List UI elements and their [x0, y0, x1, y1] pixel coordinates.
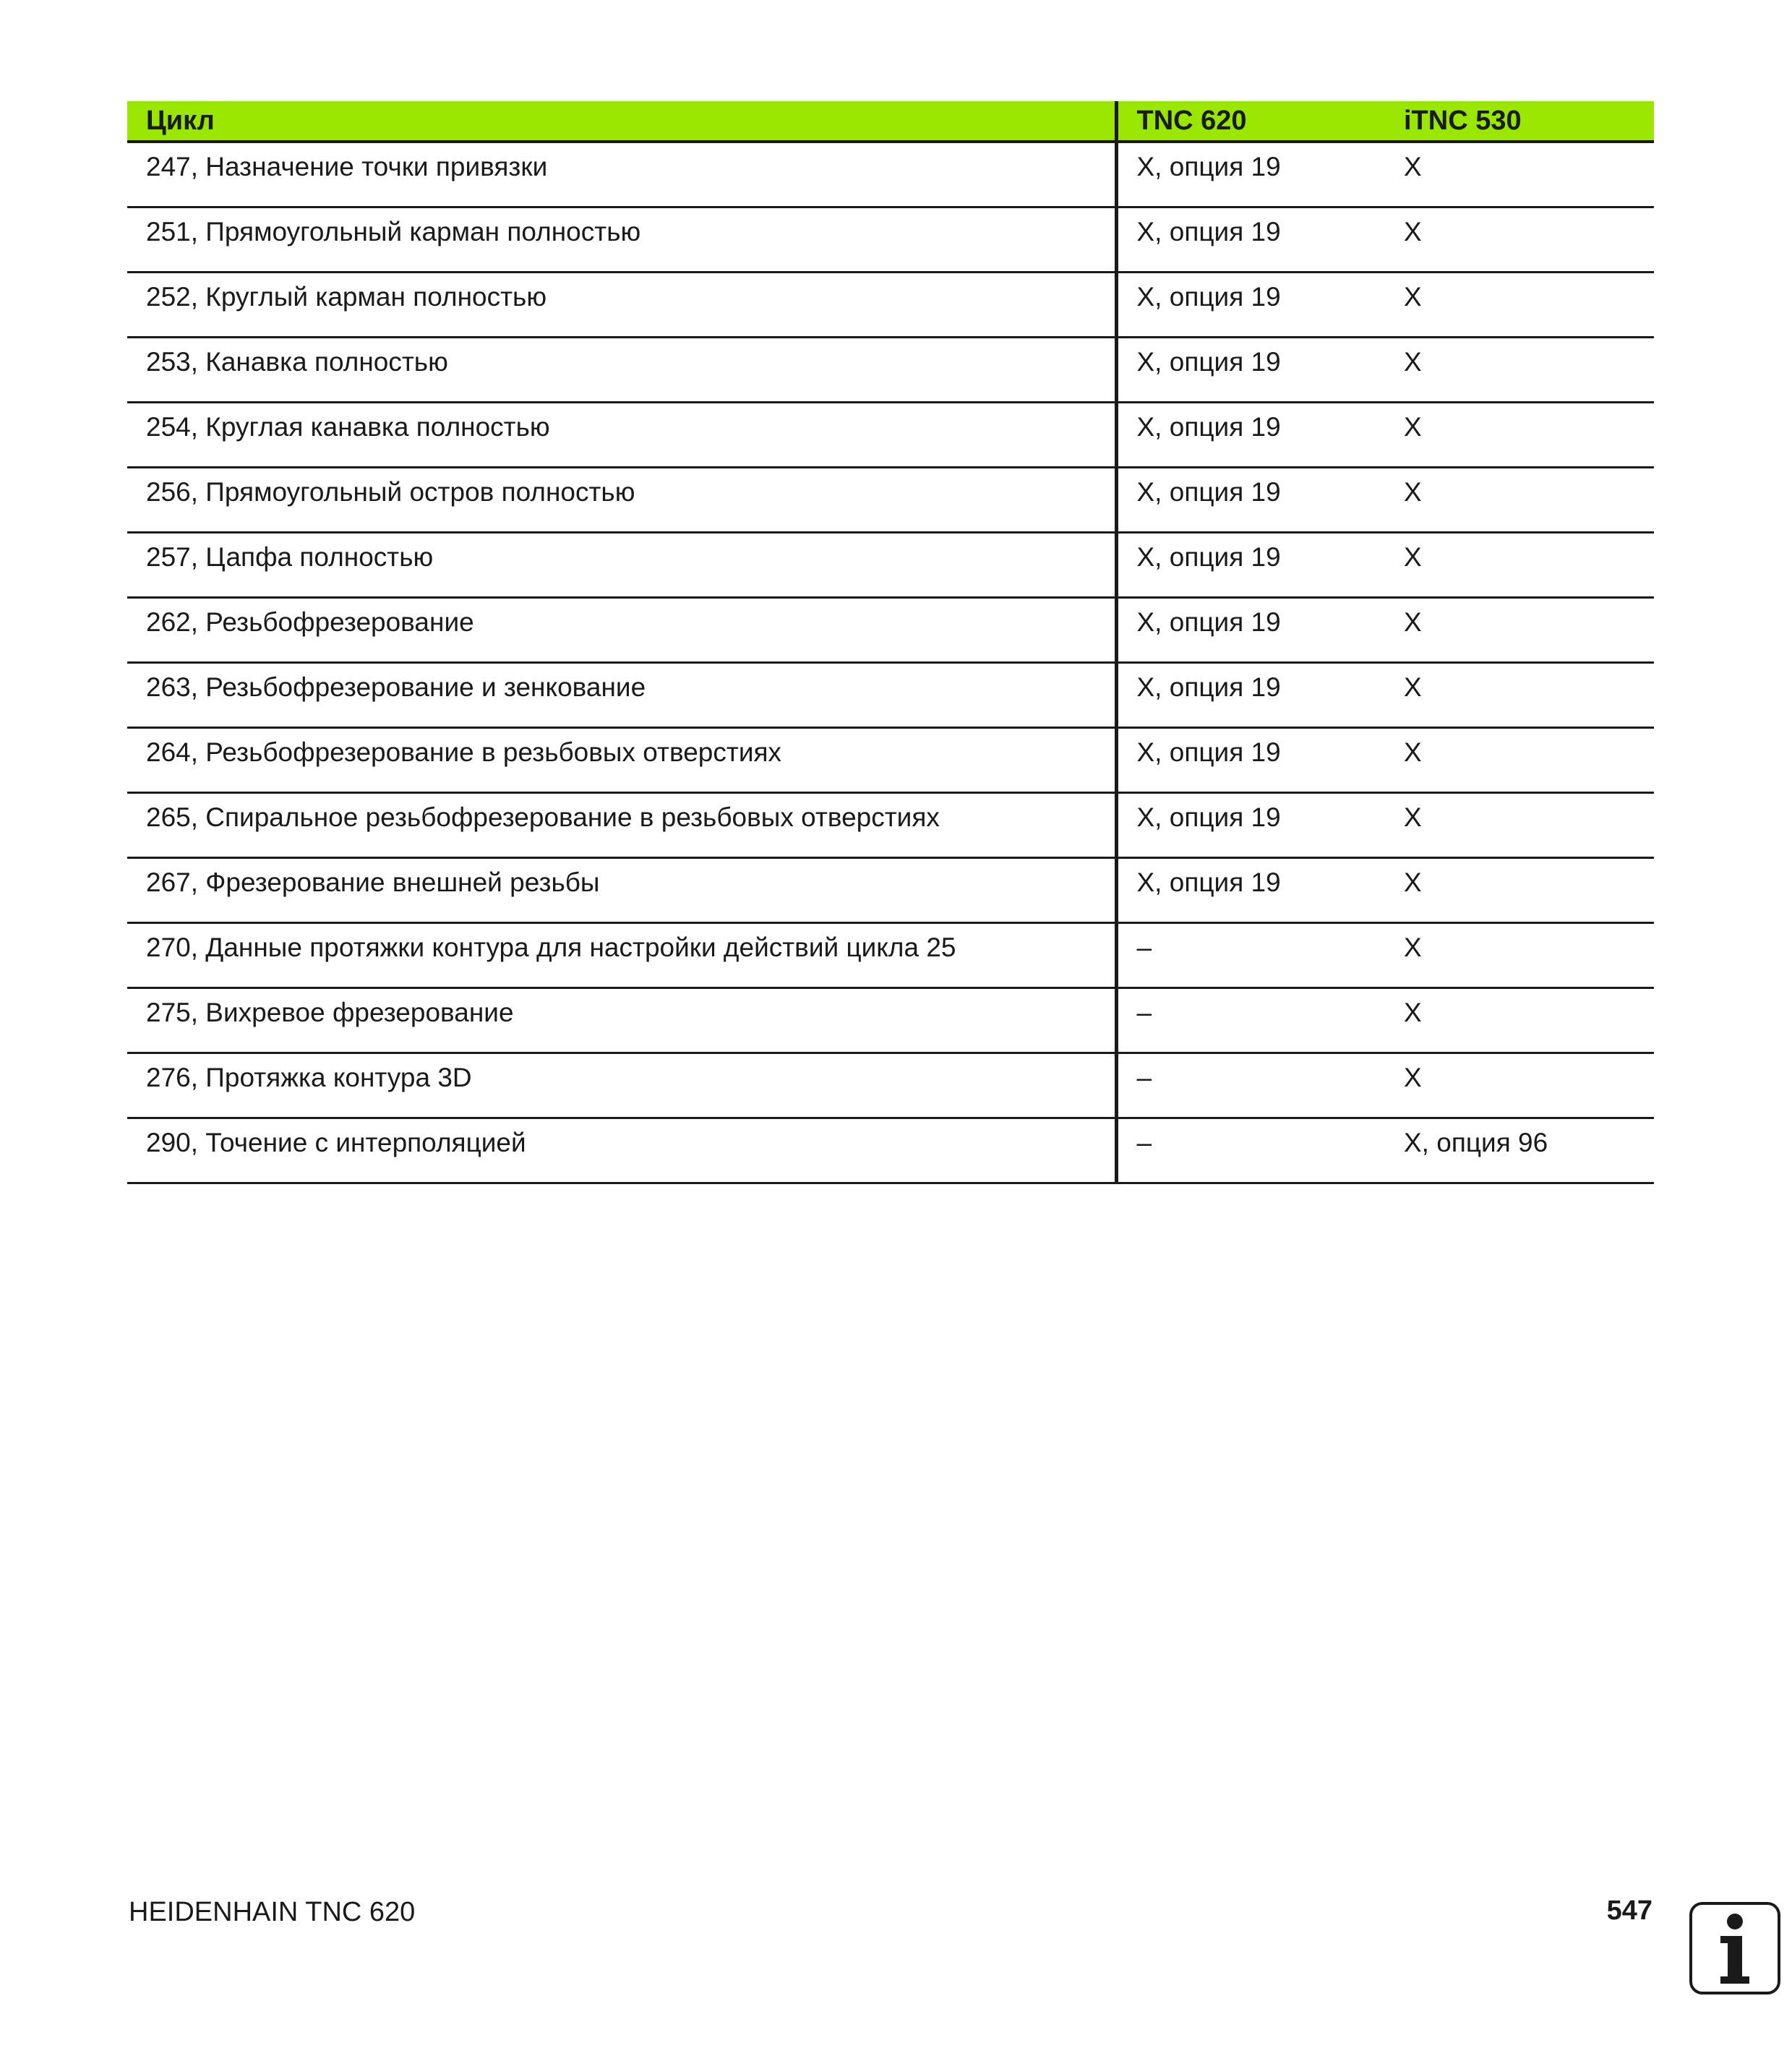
header-cycle: Цикл	[127, 101, 1116, 142]
cell-tnc620: X, опция 19	[1116, 207, 1385, 273]
cell-cycle: 270, Данные протяжки контура для настройки действий цикла 25	[127, 923, 1116, 988]
cell-itnc530: X	[1385, 403, 1654, 468]
table-header-row	[127, 101, 1654, 142]
cell-itnc530: X	[1385, 338, 1654, 403]
table-row	[127, 403, 1654, 468]
cell-itnc530: X, опция 96	[1385, 1118, 1654, 1183]
table-row	[127, 728, 1654, 793]
cell-tnc620: –	[1116, 1118, 1385, 1183]
cell-tnc620: X, опция 19	[1116, 858, 1385, 923]
cell-itnc530: X	[1385, 468, 1654, 533]
table-row	[127, 923, 1654, 988]
cell-tnc620: X, опция 19	[1116, 273, 1385, 338]
table-row	[127, 988, 1654, 1053]
cell-itnc530: X	[1385, 663, 1654, 728]
cell-tnc620: X, опция 19	[1116, 533, 1385, 598]
cell-tnc620: X, опция 19	[1116, 598, 1385, 663]
cell-itnc530: X	[1385, 858, 1654, 923]
cell-cycle: 265, Спиральное резьбофрезерование в резьбовых отверстиях	[127, 793, 1116, 858]
cell-tnc620: X, опция 19	[1116, 142, 1385, 207]
table-row	[127, 858, 1654, 923]
cell-itnc530: X	[1385, 142, 1654, 207]
cell-cycle: 256, Прямоугольный остров полностью	[127, 468, 1116, 533]
cycle-compatibility-table	[127, 101, 1654, 1184]
cell-cycle: 247, Назначение точки привязки	[127, 142, 1116, 207]
table-body	[127, 142, 1654, 1183]
cell-cycle: 264, Резьбофрезерование в резьбовых отверстиях	[127, 728, 1116, 793]
cell-itnc530: X	[1385, 533, 1654, 598]
cell-cycle: 267, Фрезерование внешней резьбы	[127, 858, 1116, 923]
cell-cycle: 254, Круглая канавка полностью	[127, 403, 1116, 468]
table-row	[127, 793, 1654, 858]
cell-cycle: 253, Канавка полностью	[127, 338, 1116, 403]
cell-cycle: 252, Круглый карман полностью	[127, 273, 1116, 338]
cell-tnc620: X, опция 19	[1116, 728, 1385, 793]
cell-tnc620: –	[1116, 923, 1385, 988]
table-row	[127, 1053, 1654, 1118]
cell-cycle: 262, Резьбофрезерование	[127, 598, 1116, 663]
info-icon	[1689, 1901, 1781, 1995]
cell-itnc530: X	[1385, 923, 1654, 988]
cell-itnc530: X	[1385, 988, 1654, 1053]
cell-itnc530: X	[1385, 793, 1654, 858]
header-itnc530: iTNC 530	[1385, 101, 1654, 142]
cell-tnc620: X, опция 19	[1116, 793, 1385, 858]
table-row	[127, 1118, 1654, 1183]
page-number: 547	[1606, 1895, 1652, 1926]
cell-cycle: 263, Резьбофрезерование и зенкование	[127, 663, 1116, 728]
cell-cycle: 251, Прямоугольный карман полностью	[127, 207, 1116, 273]
cell-tnc620: X, опция 19	[1116, 338, 1385, 403]
cell-tnc620: –	[1116, 1053, 1385, 1118]
table-row	[127, 207, 1654, 273]
cell-cycle: 290, Точение с интерполяцией	[127, 1118, 1116, 1183]
table-row	[127, 663, 1654, 728]
cell-tnc620: X, опция 19	[1116, 468, 1385, 533]
table-row	[127, 468, 1654, 533]
table-row	[127, 338, 1654, 403]
cell-cycle: 257, Цапфа полностью	[127, 533, 1116, 598]
cell-cycle: 275, Вихревое фрезерование	[127, 988, 1116, 1053]
cell-itnc530: X	[1385, 207, 1654, 273]
table-row	[127, 273, 1654, 338]
cell-itnc530: X	[1385, 273, 1654, 338]
cell-itnc530: X	[1385, 728, 1654, 793]
cell-tnc620: –	[1116, 988, 1385, 1053]
cell-cycle: 276, Протяжка контура 3D	[127, 1053, 1116, 1118]
table-row	[127, 142, 1654, 207]
cell-tnc620: X, опция 19	[1116, 663, 1385, 728]
header-tnc620: TNC 620	[1116, 101, 1385, 142]
manual-title: HEIDENHAIN TNC 620	[129, 1897, 416, 1927]
cell-tnc620: X, опция 19	[1116, 403, 1385, 468]
cell-itnc530: X	[1385, 1053, 1654, 1118]
table-row	[127, 533, 1654, 598]
cell-itnc530: X	[1385, 598, 1654, 663]
table-row	[127, 598, 1654, 663]
